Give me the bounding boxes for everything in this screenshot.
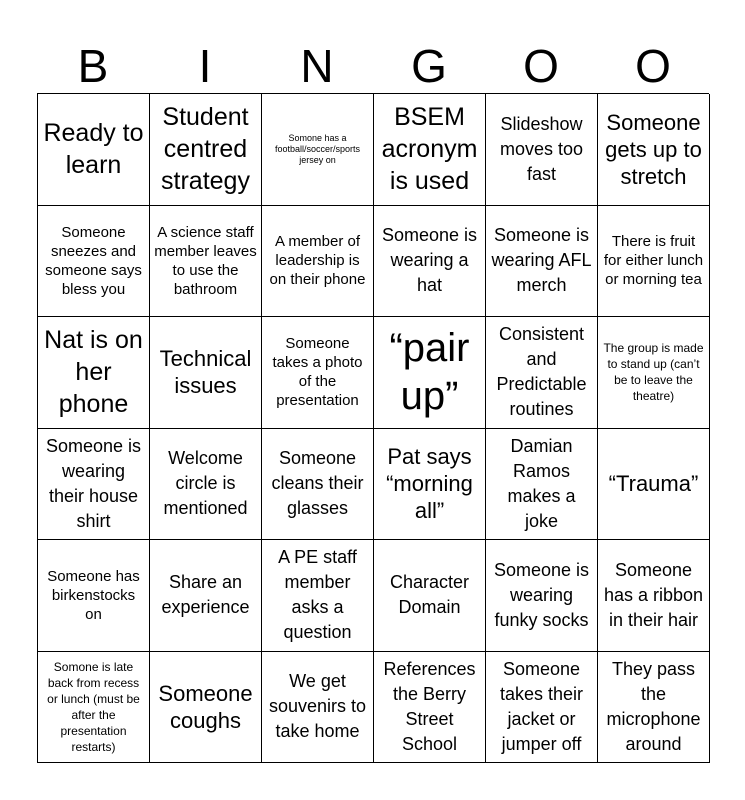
bingo-cell[interactable] [262, 540, 374, 652]
cell-text: We get souvenirs to take home [268, 671, 367, 742]
bingo-cell[interactable] [374, 94, 486, 206]
bingo-cell[interactable] [598, 317, 710, 429]
cell-text: Pat says “morning all” [386, 444, 473, 524]
bingo-cell[interactable] [598, 652, 710, 764]
cell-text: Ready to learn [43, 119, 144, 180]
cell-text: Someone is wearing a hat [381, 225, 478, 296]
bingo-cell[interactable] [486, 317, 598, 429]
cell-text: Damian Ramos makes a joke [507, 435, 576, 531]
bingo-title [37, 38, 709, 94]
bingo-cell[interactable] [374, 317, 486, 429]
cell-text: Someone takes their jacket or jumper off [499, 658, 584, 754]
cell-text: Someone cleans their glasses [271, 448, 364, 519]
cell-text: The group is made to stand up (can’t be to leave the theatre) [603, 341, 704, 404]
bingo-cell[interactable] [598, 540, 710, 652]
bingo-cell[interactable] [150, 206, 262, 318]
bingo-cell[interactable] [150, 94, 262, 206]
bingo-cell[interactable] [598, 206, 710, 318]
cell-text: Someone has a ribbon in their hair [603, 559, 704, 630]
bingo-cell[interactable] [598, 429, 710, 541]
cell-text: A PE staff member asks a question [278, 547, 357, 643]
bingo-cell[interactable] [486, 540, 598, 652]
bingo-cell[interactable] [262, 94, 374, 206]
cell-text: References the Berry Street School [383, 658, 476, 754]
cell-text: Nat is on her phone [44, 326, 143, 419]
bingo-cell[interactable] [38, 206, 150, 318]
cell-text: Technical issues [159, 346, 252, 399]
bingo-cell[interactable] [486, 94, 598, 206]
bingo-cell[interactable] [262, 652, 374, 764]
bingo-grid [37, 93, 709, 763]
title-letter: G [411, 40, 447, 92]
cell-text: Someone sneezes and someone says bless you [45, 223, 142, 298]
bingo-cell[interactable] [374, 429, 486, 541]
bingo-cell[interactable] [374, 206, 486, 318]
title-letter: O [523, 40, 559, 92]
cell-text: Someone takes a photo of the presentation [272, 335, 363, 410]
cell-text: Someone is wearing funky socks [493, 559, 590, 630]
bingo-cell[interactable] [262, 317, 374, 429]
cell-text: Character Domain [389, 572, 470, 618]
cell-text: Someone is wearing their house shirt [45, 435, 142, 531]
cell-text: Consistent and Predictable routines [496, 324, 587, 420]
cell-text: A science staff member leaves to use the bathroom [154, 223, 257, 298]
bingo-cell[interactable] [150, 429, 262, 541]
bingo-cell[interactable] [486, 206, 598, 318]
bingo-cell[interactable] [38, 652, 150, 764]
bingo-cell[interactable] [262, 206, 374, 318]
cell-text: Somone has a football/soccer/sports jersey on [274, 132, 361, 165]
bingo-cell[interactable] [150, 652, 262, 764]
cell-text: Somone is late back from recess or lunch (must be after the presentation restarts) [47, 659, 140, 754]
bingo-cell[interactable] [38, 94, 150, 206]
cell-text: “pair up” [389, 326, 470, 419]
cell-text: Someone has birkenstocks on [47, 567, 140, 623]
bingo-cell[interactable] [374, 652, 486, 764]
cell-text: Slideshow moves too fast [499, 113, 584, 184]
title-letter: N [300, 40, 334, 92]
bingo-cell[interactable] [374, 540, 486, 652]
cell-text: There is fruit for either lunch or morning tea [603, 233, 704, 289]
cell-text: A member of leadership is on their phone [269, 233, 366, 289]
bingo-cell[interactable] [38, 540, 150, 652]
bingo-cell[interactable] [150, 317, 262, 429]
title-letter: O [635, 40, 671, 92]
bingo-cell[interactable] [598, 94, 710, 206]
title-letter: I [198, 40, 212, 92]
cell-text: Someone gets up to stretch [605, 109, 702, 189]
cell-text: Someone is wearing AFL merch [491, 225, 592, 296]
bingo-cell[interactable] [486, 429, 598, 541]
cell-text: BSEM acronym is used [381, 103, 478, 196]
cell-text: Someone coughs [158, 680, 253, 733]
bingo-cell[interactable] [262, 429, 374, 541]
cell-text: Share an experience [161, 572, 250, 618]
bingo-cell[interactable] [150, 540, 262, 652]
bingo-cell[interactable] [38, 317, 150, 429]
cell-text: “Trauma” [608, 471, 699, 497]
bingo-cell[interactable] [486, 652, 598, 764]
bingo-cell[interactable] [38, 429, 150, 541]
title-letter: B [77, 40, 109, 92]
cell-text: Student centred strategy [161, 103, 250, 196]
cell-text: Welcome circle is mentioned [163, 448, 248, 519]
cell-text: They pass the microphone around [606, 658, 701, 754]
